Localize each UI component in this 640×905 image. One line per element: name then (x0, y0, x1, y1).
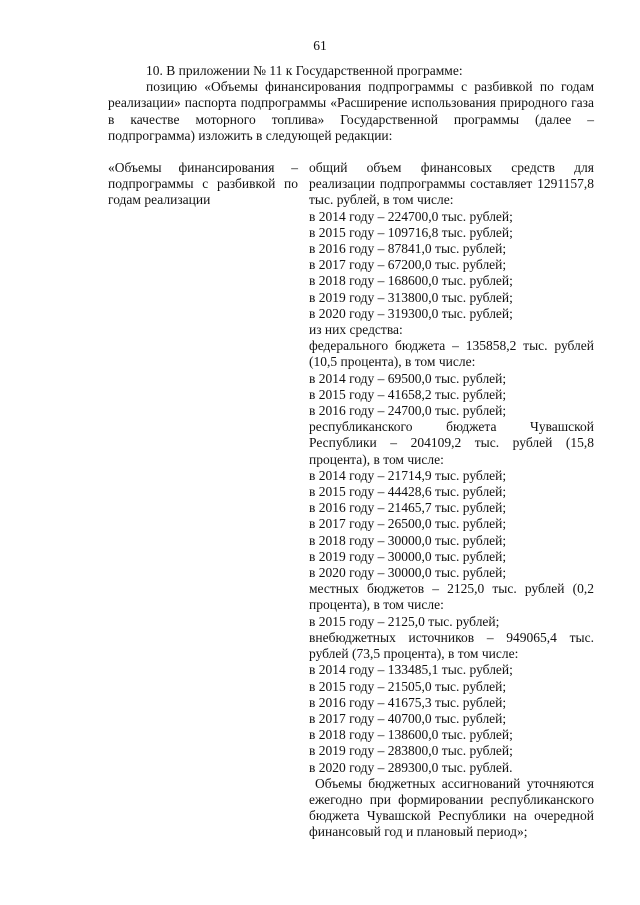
republic-year-item: в 2015 году – 44428,6 тыс. рублей; (309, 484, 507, 500)
right-content (309, 160, 594, 841)
extra-year-item: в 2020 году – 289300,0 тыс. рублей. (309, 759, 513, 775)
extra-year-item: в 2014 году – 133485,1 тыс. рублей; (309, 662, 513, 678)
republic-year-item: в 2016 году – 21465,7 тыс. рублей; (309, 500, 507, 516)
total-year-item: в 2020 году – 319300,0 тыс. рублей; (309, 305, 513, 321)
federal-year-item: в 2016 году – 24700,0 тыс. рублей; (309, 403, 507, 419)
total-year-item: в 2018 году – 168600,0 тыс. рублей; (309, 273, 513, 289)
total-year-item: в 2017 году – 67200,0 тыс. рублей; (309, 257, 507, 273)
extra-year-item: в 2019 году – 283800,0 тыс. рублей; (309, 743, 513, 759)
republic-year-item: в 2018 году – 30000,0 тыс. рублей; (309, 532, 507, 548)
republic-year-item: в 2017 году – 26500,0 тыс. рублей; (309, 516, 507, 532)
total-year-item: в 2019 году – 313800,0 тыс. рублей; (309, 289, 513, 305)
federal-year-item: в 2014 году – 69500,0 тыс. рублей; (309, 370, 507, 386)
total-year-item: в 2015 году – 109716,8 тыс. рублей; (309, 224, 513, 240)
republic-year-item: в 2014 году – 21714,9 тыс. рублей; (309, 467, 507, 483)
federal-text: федерального бюджета – 135858,2 тыс. рублей (10,5 процента), в том числе: (309, 338, 594, 370)
republic-year-item: в 2019 году – 30000,0 тыс. рублей; (309, 548, 507, 564)
extra-year-item: в 2015 году – 21505,0 тыс. рублей; (309, 678, 507, 694)
page-number: 61 (313, 38, 327, 53)
total-year-item: в 2014 году – 224700,0 тыс. рублей; (309, 208, 513, 224)
local-year-item: в 2015 году – 2125,0 тыс. рублей; (309, 613, 500, 629)
federal-year-item: в 2015 году – 41658,2 тыс. рублей; (309, 386, 507, 402)
intro-paragraph: позицию «Объемы финансирования подпрограммы с разбивкой по годам реализации» паспорта подпрограммы «Расширение использования природного газа в качестве моторного топлива» Государственной программы (далее – подпрограмма) изложить в следующей редакции: (108, 79, 594, 143)
extra-year-item: в 2016 году – 41675,3 тыс. рублей; (309, 694, 507, 710)
extra-year-item: в 2018 году – 138600,0 тыс. рублей; (309, 727, 513, 743)
left-label: «Объемы финансирования – подпрограммы с разбивкой по годам реализации (108, 160, 298, 208)
intro-heading: 10. В приложении № 11 к Государственной программе: (146, 63, 463, 78)
total-year-item: в 2016 году – 87841,0 тыс. рублей; (309, 241, 507, 257)
total-text: общий объем финансовых средств для реализации подпрограммы составляет 1291157,8 тыс. рублей, в том числе: (309, 160, 594, 208)
republic-year-item: в 2020 году – 30000,0 тыс. рублей; (309, 565, 507, 581)
local-text: местных бюджетов – 2125,0 тыс. рублей (0,2 процента), в том числе: (309, 581, 594, 613)
of-which-text: из них средства: (309, 322, 403, 338)
republic-text: республиканского бюджета Чувашской Республики – 204109,2 тыс. рублей (15,8 процента), в том числе: (309, 419, 594, 467)
budget-note: Объемы бюджетных ассигнований уточняются ежегодно при формировании республиканского бюджета Чувашской Республики на очередной финансовый год и плановый период»; (309, 775, 594, 840)
intro-block (108, 63, 594, 144)
extra-year-item: в 2017 году – 40700,0 тыс. рублей; (309, 710, 507, 726)
extra-text: внебюджетных источников – 949065,4 тыс. рублей (73,5 процента), в том числе: (309, 629, 594, 662)
